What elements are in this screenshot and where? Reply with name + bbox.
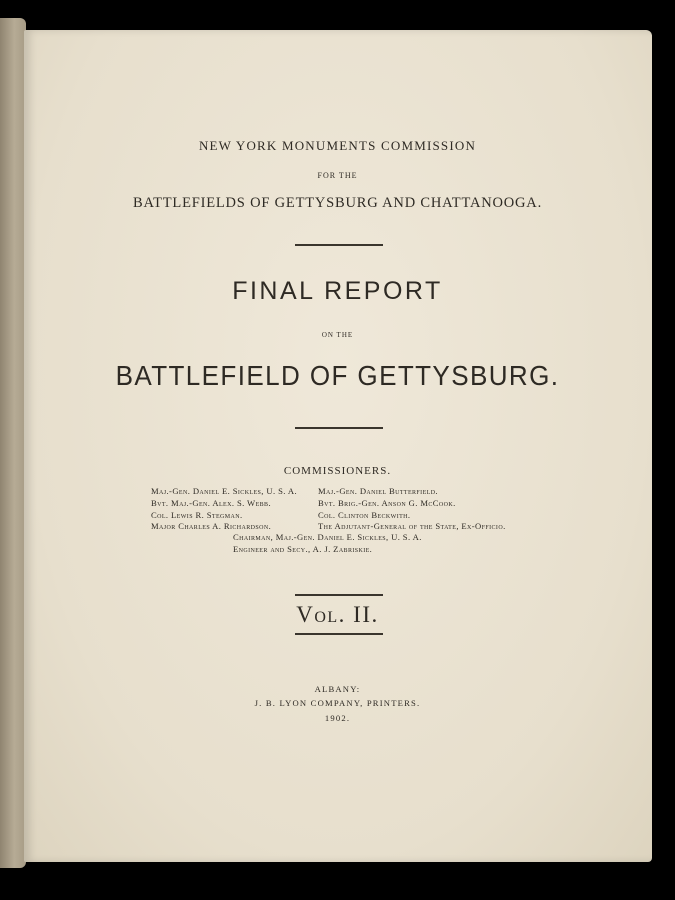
title-page — [24, 30, 652, 862]
volume-label: Vol. II. — [296, 602, 379, 627]
report-title: FINAL REPORT — [232, 277, 443, 305]
battlefields-heading: BATTLEFIELDS OF GETTYSBURG AND CHATTANOOGA. — [132, 195, 543, 211]
battlefield-title: BATTLEFIELD OF GETTYSBURG. — [115, 360, 560, 391]
divider-rule — [295, 427, 383, 429]
commission-heading: NEW YORK MONUMENTS COMMISSION — [198, 138, 477, 153]
divider-rule — [295, 244, 383, 246]
publisher-printer: J. B. LYON COMPANY, PRINTERS. — [254, 698, 421, 708]
commissioner-right: Bvt. Brig.-Gen. Anson G. McCook. — [318, 498, 456, 508]
commissioner-left: Maj.-Gen. Daniel E. Sickles, U. S. A. — [151, 486, 298, 496]
for-the-text: FOR THE — [317, 171, 358, 180]
divider-rule — [295, 633, 383, 635]
commissioner-left: Major Charles A. Richardson. — [151, 521, 272, 531]
commissioner-right: The Adjutant-General of the State, Ex-Officio. — [318, 521, 506, 531]
commissioner-left: Col. Lewis R. Stegman. — [151, 510, 243, 520]
publisher-city: ALBANY: — [314, 684, 361, 694]
engineer-line: Engineer and Secy., A. J. Zabriskie. — [233, 544, 373, 554]
commissioner-right: Col. Clinton Beckwith. — [318, 510, 411, 520]
publication-year: 1902. — [324, 713, 351, 723]
chairman-line: Chairman, Maj.-Gen. Daniel E. Sickles, U. S. A. — [233, 532, 422, 542]
commissioner-left: Bvt. Maj.-Gen. Alex. S. Webb. — [151, 498, 271, 508]
commissioner-right: Maj.-Gen. Daniel Butterfield. — [318, 486, 438, 496]
divider-rule — [295, 594, 383, 596]
on-the-text: ON THE — [321, 331, 354, 339]
commissioners-heading: COMMISSIONERS. — [283, 465, 392, 477]
